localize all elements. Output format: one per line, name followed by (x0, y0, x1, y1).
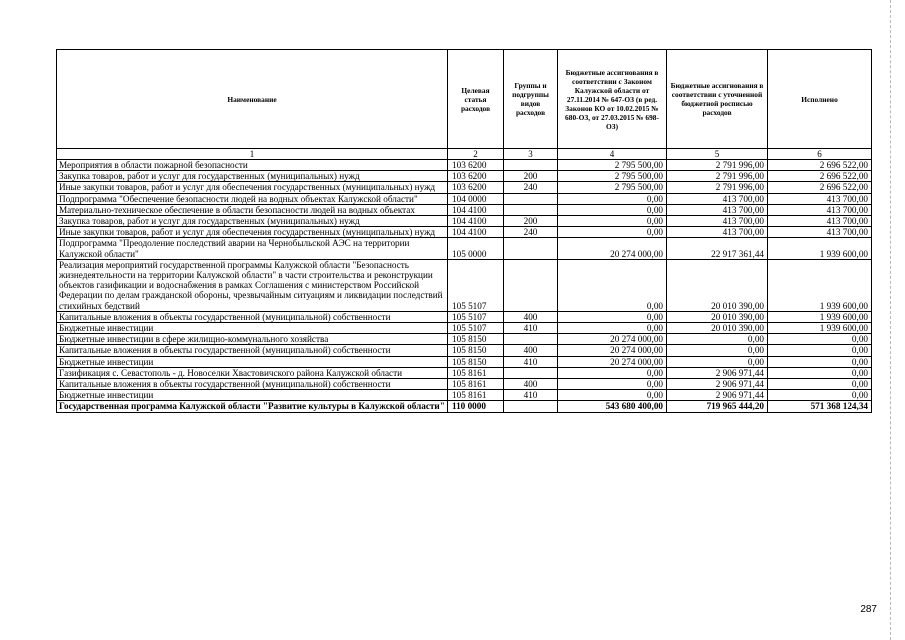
table-row (57, 367, 872, 378)
header-name: Наименование (57, 50, 448, 149)
table-row (57, 379, 872, 390)
row-budget-law: 0,00 (558, 259, 667, 311)
row-executed: 0,00 (768, 334, 872, 345)
row-budget-law: 2 795 500,00 (558, 171, 667, 182)
table-row (57, 390, 872, 401)
row-executed: 0,00 (768, 390, 872, 401)
row-target-article: 105 5107 (448, 323, 504, 334)
row-budget-refined: 2 906 971,44 (667, 390, 768, 401)
row-target-article: 110 0000 (448, 401, 504, 412)
row-expense-group: 240 (504, 227, 558, 238)
row-expense-group (504, 259, 558, 311)
table-row (57, 356, 872, 367)
row-target-article: 104 4100 (448, 227, 504, 238)
row-budget-law: 543 680 400,00 (558, 401, 667, 412)
row-executed: 0,00 (768, 367, 872, 378)
row-name: Иные закупки товаров, работ и услуг для обеспечения государственных (муниципальных) нужд (57, 227, 448, 238)
row-expense-group: 400 (504, 311, 558, 322)
row-target-article: 105 8161 (448, 379, 504, 390)
row-executed: 1 939 600,00 (768, 311, 872, 322)
row-expense-group: 410 (504, 356, 558, 367)
header-budget-law: Бюджетные ассигнования в соответствии с Законом Калужской области от 27.11.2014 № 647-ОЗ (в ред. Законов КО от 10.02.2015 № 680-ОЗ, от 27.03.2015 № 698-ОЗ) (558, 50, 667, 149)
row-executed: 0,00 (768, 345, 872, 356)
row-budget-refined: 20 010 390,00 (667, 259, 768, 311)
row-budget-refined: 413 700,00 (667, 204, 768, 215)
row-target-article: 105 5107 (448, 311, 504, 322)
row-expense-group (504, 193, 558, 204)
row-executed: 0,00 (768, 356, 872, 367)
row-budget-refined: 2 791 996,00 (667, 171, 768, 182)
budget-table-container (56, 49, 871, 413)
row-budget-refined: 2 791 996,00 (667, 160, 768, 171)
row-name: Материально-техническое обеспечение в области безопасности людей на водных объектах (57, 204, 448, 215)
row-expense-group (504, 238, 558, 259)
row-budget-refined: 2 791 996,00 (667, 182, 768, 193)
row-executed: 1 939 600,00 (768, 323, 872, 334)
row-executed: 413 700,00 (768, 204, 872, 215)
header-executed: Исполнено (768, 50, 872, 149)
row-expense-group: 410 (504, 390, 558, 401)
row-target-article: 105 8161 (448, 367, 504, 378)
row-expense-group: 200 (504, 216, 558, 227)
table-row (57, 204, 872, 215)
column-number: 3 (504, 149, 558, 160)
row-budget-law: 0,00 (558, 227, 667, 238)
row-target-article: 104 4100 (448, 216, 504, 227)
row-target-article: 103 6200 (448, 182, 504, 193)
row-budget-law: 0,00 (558, 390, 667, 401)
row-name: Бюджетные инвестиции (57, 323, 448, 334)
table-row (57, 193, 872, 204)
row-target-article: 105 0000 (448, 238, 504, 259)
row-expense-group (504, 160, 558, 171)
row-expense-group (504, 204, 558, 215)
page-number: 287 (860, 604, 877, 615)
header-expense-groups: Группы и подгруппы видов расходов (504, 50, 558, 149)
column-number: 1 (57, 149, 448, 160)
row-target-article: 104 4100 (448, 204, 504, 215)
budget-execution-table (56, 49, 872, 413)
column-number: 6 (768, 149, 872, 160)
column-number: 4 (558, 149, 667, 160)
page-edge-line (890, 0, 891, 640)
row-budget-law: 20 274 000,00 (558, 356, 667, 367)
column-number: 5 (667, 149, 768, 160)
row-budget-law: 0,00 (558, 216, 667, 227)
row-budget-refined: 413 700,00 (667, 216, 768, 227)
row-name: Бюджетные инвестиции в сфере жилищно-коммунального хозяйства (57, 334, 448, 345)
row-name: Государственная программа Калужской области "Развитие культуры в Калужской области" (57, 401, 448, 412)
row-budget-law: 0,00 (558, 311, 667, 322)
row-executed: 413 700,00 (768, 193, 872, 204)
row-expense-group (504, 401, 558, 412)
row-budget-refined: 0,00 (667, 356, 768, 367)
row-executed: 413 700,00 (768, 216, 872, 227)
row-expense-group: 410 (504, 323, 558, 334)
row-expense-group: 240 (504, 182, 558, 193)
table-row (57, 182, 872, 193)
row-executed: 2 696 522,00 (768, 171, 872, 182)
row-target-article: 105 8150 (448, 345, 504, 356)
table-row (57, 311, 872, 322)
row-budget-refined: 2 906 971,44 (667, 379, 768, 390)
table-row (57, 323, 872, 334)
table-header-row (57, 50, 872, 149)
row-executed: 0,00 (768, 379, 872, 390)
table-body (57, 160, 872, 413)
row-budget-refined: 413 700,00 (667, 193, 768, 204)
row-budget-law: 2 795 500,00 (558, 160, 667, 171)
row-executed: 1 939 600,00 (768, 259, 872, 311)
row-name: Реализация мероприятий государственной программы Калужской области "Безопасность жизнедеятельности на территории Калужской области" в части строительства и реконструкции объектов газификации и водоснабжения в рамках Соглашения с министерством Российской Федерации по делам гражданской обороны, чрезвычайным ситуациям и ликвидации последствий стихийных бедствий (57, 259, 448, 311)
row-name: Подпрограмма "Преодоление последствий аварии на Чернобыльской АЭС на территории Калужской области" (57, 238, 448, 259)
column-number-row (57, 149, 872, 160)
row-name: Иные закупки товаров, работ и услуг для обеспечения государственных (муниципальных) нужд (57, 182, 448, 193)
table-row (57, 160, 872, 171)
row-target-article: 105 8150 (448, 334, 504, 345)
row-name: Капитальные вложения в объекты государственной (муниципальной) собственности (57, 379, 448, 390)
row-expense-group (504, 367, 558, 378)
row-name: Капитальные вложения в объекты государственной (муниципальной) собственности (57, 345, 448, 356)
row-budget-law: 0,00 (558, 379, 667, 390)
row-budget-refined: 0,00 (667, 334, 768, 345)
row-name: Газификация с. Севастополь - д. Новоселки Хвастовичского района Калужской области (57, 367, 448, 378)
row-budget-law: 0,00 (558, 204, 667, 215)
row-budget-law: 2 795 500,00 (558, 182, 667, 193)
row-budget-refined: 2 906 971,44 (667, 367, 768, 378)
table-row (57, 216, 872, 227)
table-row (57, 227, 872, 238)
row-expense-group: 200 (504, 171, 558, 182)
row-expense-group (504, 334, 558, 345)
row-budget-refined: 20 010 390,00 (667, 323, 768, 334)
table-row (57, 401, 872, 412)
row-budget-law: 0,00 (558, 323, 667, 334)
row-name: Закупка товаров, работ и услуг для государственных (муниципальных) нужд (57, 171, 448, 182)
row-name: Бюджетные инвестиции (57, 356, 448, 367)
row-budget-refined: 20 010 390,00 (667, 311, 768, 322)
row-target-article: 105 8161 (448, 390, 504, 401)
row-target-article: 105 8150 (448, 356, 504, 367)
row-executed: 2 696 522,00 (768, 160, 872, 171)
row-budget-refined: 22 917 361,44 (667, 238, 768, 259)
row-executed: 2 696 522,00 (768, 182, 872, 193)
row-budget-law: 20 274 000,00 (558, 238, 667, 259)
row-target-article: 105 5107 (448, 259, 504, 311)
table-row (57, 238, 872, 259)
row-budget-law: 0,00 (558, 193, 667, 204)
table-row (57, 345, 872, 356)
row-budget-law: 20 274 000,00 (558, 334, 667, 345)
row-name: Капитальные вложения в объекты государственной (муниципальной) собственности (57, 311, 448, 322)
row-name: Мероприятия в области пожарной безопасности (57, 160, 448, 171)
table-row (57, 171, 872, 182)
row-expense-group: 400 (504, 345, 558, 356)
table-row (57, 259, 872, 311)
header-target-article: Целевая статья расходов (448, 50, 504, 149)
row-budget-law: 0,00 (558, 367, 667, 378)
row-expense-group: 400 (504, 379, 558, 390)
row-budget-refined: 413 700,00 (667, 227, 768, 238)
row-budget-refined: 719 965 444,20 (667, 401, 768, 412)
column-number: 2 (448, 149, 504, 160)
row-budget-law: 20 274 000,00 (558, 345, 667, 356)
row-name: Бюджетные инвестиции (57, 390, 448, 401)
row-executed: 571 368 124,34 (768, 401, 872, 412)
table-row (57, 334, 872, 345)
row-budget-refined: 0,00 (667, 345, 768, 356)
row-name: Закупка товаров, работ и услуг для государственных (муниципальных) нужд (57, 216, 448, 227)
row-target-article: 103 6200 (448, 160, 504, 171)
row-target-article: 103 6200 (448, 171, 504, 182)
row-executed: 1 939 600,00 (768, 238, 872, 259)
row-target-article: 104 0000 (448, 193, 504, 204)
header-budget-refined: Бюджетные ассигнования в соответствии с уточненной бюджетной росписью расходов (667, 50, 768, 149)
row-name: Подпрограмма "Обеспечение безопасности людей на водных объектах Калужской области" (57, 193, 448, 204)
row-executed: 413 700,00 (768, 227, 872, 238)
